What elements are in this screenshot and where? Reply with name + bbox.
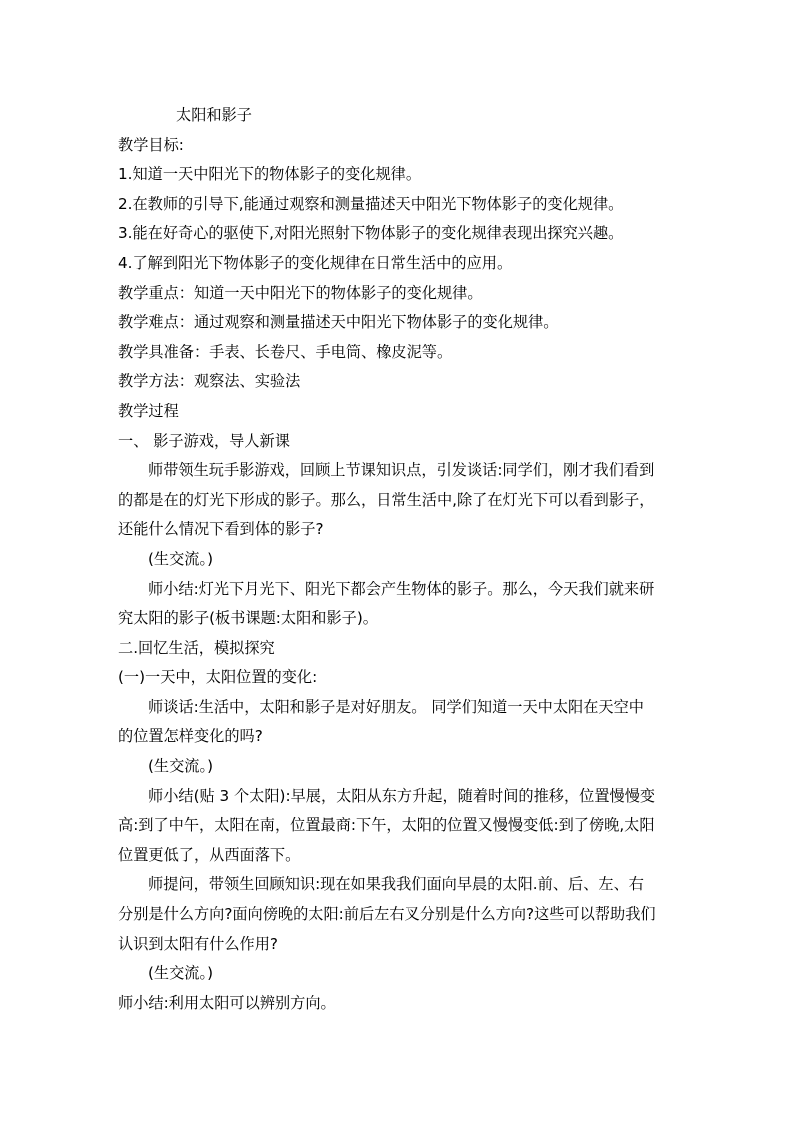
key-point: 教学重点：知道一天中阳光下的物体影子的变化规律。 [118,283,483,302]
section1-heading: 一、 影子游戏，导人新课 [118,431,290,450]
section2-heading: 二.回忆生活，模拟探究 [118,638,275,657]
section1-paragraph-2: (生交流。) [148,549,214,568]
section2-paragraph-5: (生交流。) [148,964,214,983]
process-heading: 教学过程 [118,401,179,420]
goal-item-1: 1.知道一天中阳光下的物体影子的变化规律。 [118,165,422,184]
document-title: 太阳和影子 [176,106,252,124]
difficulty: 教学难点：通过观察和测量描述天中阳光下物体影子的变化规律。 [118,313,559,332]
goal-item-2: 2.在教师的引导下,能通过观察和测量描述天中阳光下物体影子的变化规律。 [118,194,624,213]
section2-paragraph-3: 师小结(贴 3 个太阳):早展，太阳从东方升起，随着时间的推移，位置慢慢变高:到了中午，太阳在南，位置最商:下午，太阳的位置又慢慢变低:到了傍晚,太阳位置更低了，从西面落下。 [118,786,656,864]
section1-paragraph-3: 师小结:灯光下月光下、阳光下都会产生物体的影子。那么，今天我们就来研究太阳的影子(板书课题:太阳和影子)。 [118,579,655,628]
section2-subheading-1: (一)一天中，太阳位置的变化: [118,668,318,687]
section2-paragraph-1: 师谈话:生活中，太阳和影子是对好朋友。 同学们知道一天中太阳在天空中的位置怎样变化的吗? [118,697,644,746]
goals-heading: 教学目标: [118,135,184,154]
methods: 教学方法：观察法、实验法 [118,372,301,391]
section2-paragraph-4: 师提问，带领生回顾知识:现在如果我我们面向早晨的太阳.前、后、左、右分别是什么方向?面向傍晚的太阳:前后左右叉分别是什么方向?这些可以帮助我们认识到太阳有什么作用? [118,875,656,953]
section2-paragraph-2: (生交流。) [148,757,214,776]
section1-paragraph-1: 师带领生玩手影游戏，回顾上节课知识点，引发谈话:同学们，刚才我们看到的都是在的灯光下形成的影子。那么，日常生活中,除了在灯光下可以看到影子，还能什么情况下看到体的影子? [118,461,655,539]
goal-item-3: 3.能在好奇心的驱使下,对阳光照射下物体影子的变化规律表现出探究兴趣。 [118,224,624,243]
goal-item-4: 4.了解到阳光下物体影子的变化规律在日常生活中的应用。 [118,253,513,272]
materials: 教学具准备：手表、长卷尺、手电筒、橡皮泥等。 [118,342,453,361]
section2-paragraph-6: 师小结:利用太阳可以辨别方向。 [118,993,336,1012]
